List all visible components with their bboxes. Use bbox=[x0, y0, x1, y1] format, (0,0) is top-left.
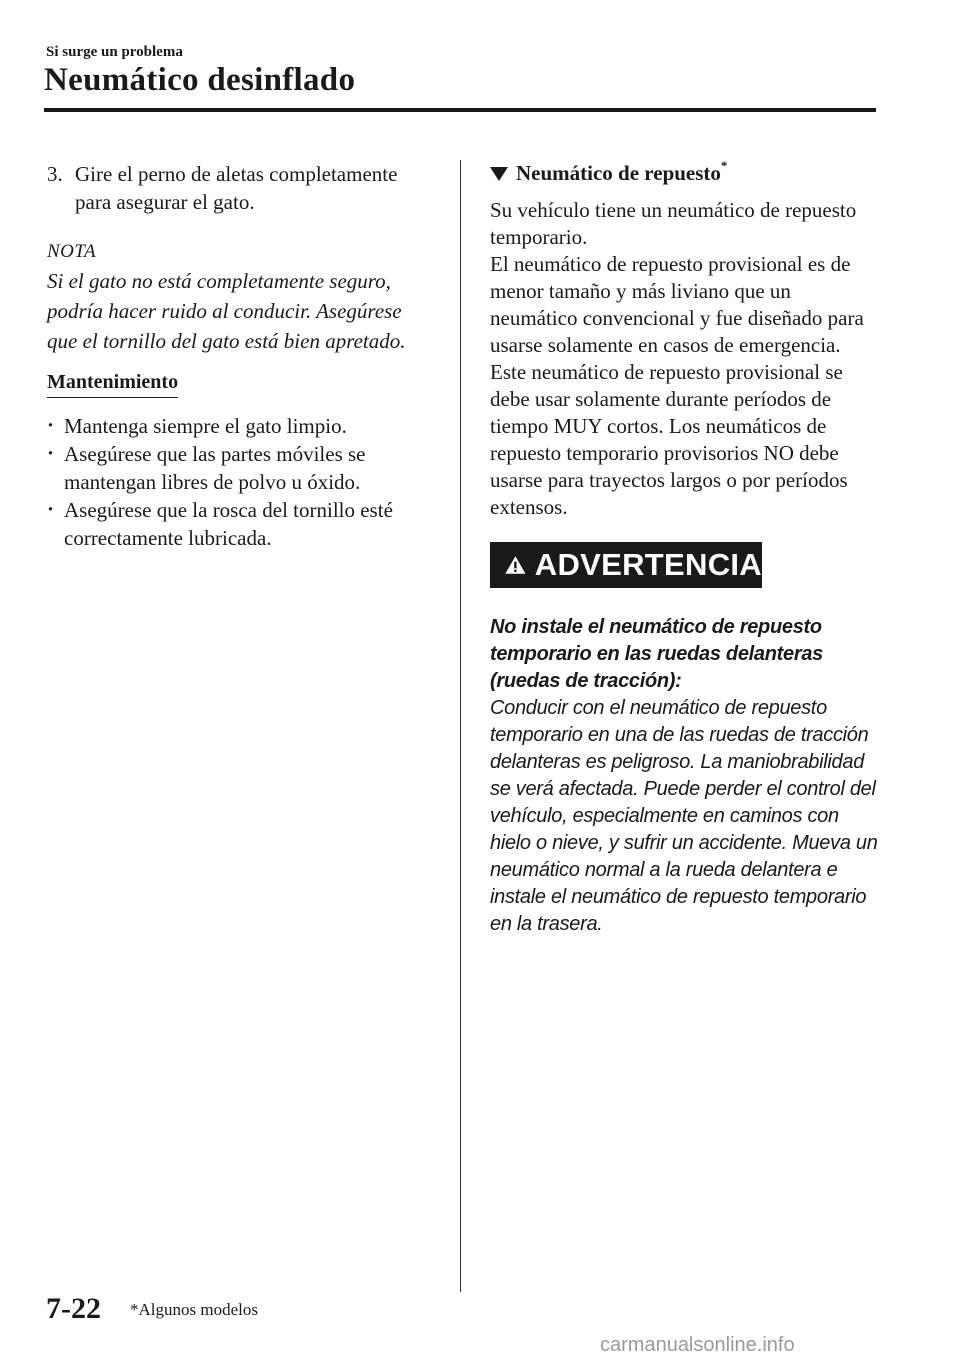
step-text: Gire el perno de aletas completamente para asegurar el gato. bbox=[75, 162, 398, 214]
triangle-down-icon bbox=[490, 167, 508, 181]
spare-tire-description: El neumático de repuesto provisional es de menor tamaño y más liviano que un neumático convencional y fue diseñado para usarse solamente en casos de emergencia. Este neumático de repuesto provisional se debe usar solamente durante períodos de tiempo MUY cortos. Los neumáticos de repuesto temporario provisorios NO debe usarse para trayectos largos o por períodos extensos. bbox=[490, 252, 864, 519]
step-number: 3. bbox=[47, 162, 63, 186]
warning-text: Conducir con el neumático de repuesto temporario en una de las ruedas de tracción delanteras es peligroso. La maniobrabilidad se verá afectada. Puede perder el control del vehículo, especialmente en caminos con hielo o nieve, y sufrir un accidente. Mueva un neumático normal a la rueda delantera e instale el neumático de repuesto temporario en la trasera. bbox=[490, 697, 878, 935]
bullet-icon: · bbox=[47, 441, 55, 465]
header-rule bbox=[44, 108, 876, 112]
maintenance-heading: Mantenimiento bbox=[47, 368, 178, 398]
list-item-text: Asegúrese que la rosca del tornillo esté correctamente lubricada. bbox=[64, 498, 393, 550]
column-divider bbox=[460, 160, 461, 1292]
watermark: carmanualsonline.info bbox=[600, 1334, 795, 1356]
right-column bbox=[490, 160, 882, 521]
spare-tire-intro: Su vehículo tiene un neumático de repuesto temporario. bbox=[490, 198, 857, 249]
spare-tire-heading bbox=[490, 160, 882, 187]
bullet-icon: · bbox=[47, 413, 55, 437]
bullet-icon: · bbox=[47, 497, 55, 521]
page-number: 7-22 bbox=[46, 1292, 101, 1325]
maintenance-list bbox=[47, 412, 437, 552]
spare-tire-heading-text: Neumático de repuesto bbox=[516, 161, 721, 185]
note-label: NOTA bbox=[47, 241, 97, 262]
list-item-text: Mantenga siempre el gato limpio. bbox=[64, 414, 347, 438]
warning-label: ADVERTENCIA bbox=[534, 547, 762, 582]
footnote: *Algunos modelos bbox=[130, 1300, 258, 1319]
footnote-mark: * bbox=[720, 158, 728, 173]
warning-content bbox=[490, 614, 880, 938]
page-title: Neumático desinflado bbox=[44, 62, 356, 98]
step-item bbox=[47, 160, 437, 216]
warning-banner bbox=[490, 542, 762, 588]
warning-triangle-icon bbox=[504, 550, 527, 580]
warning-heading: No instale el neumático de repuesto temporario en las ruedas delanteras (ruedas de tracción): bbox=[490, 616, 823, 692]
note-text: Si el gato no está completamente seguro, podría hacer ruido al conducir. Asegúrese que el tornillo del gato está bien apretado. bbox=[47, 269, 406, 353]
list-item bbox=[47, 440, 437, 496]
section-label: Si surge un problema bbox=[46, 44, 183, 60]
list-item bbox=[47, 496, 437, 552]
left-column bbox=[47, 160, 437, 552]
list-item bbox=[47, 412, 437, 440]
list-item-text: Asegúrese que las partes móviles se mantengan libres de polvo u óxido. bbox=[64, 442, 366, 494]
